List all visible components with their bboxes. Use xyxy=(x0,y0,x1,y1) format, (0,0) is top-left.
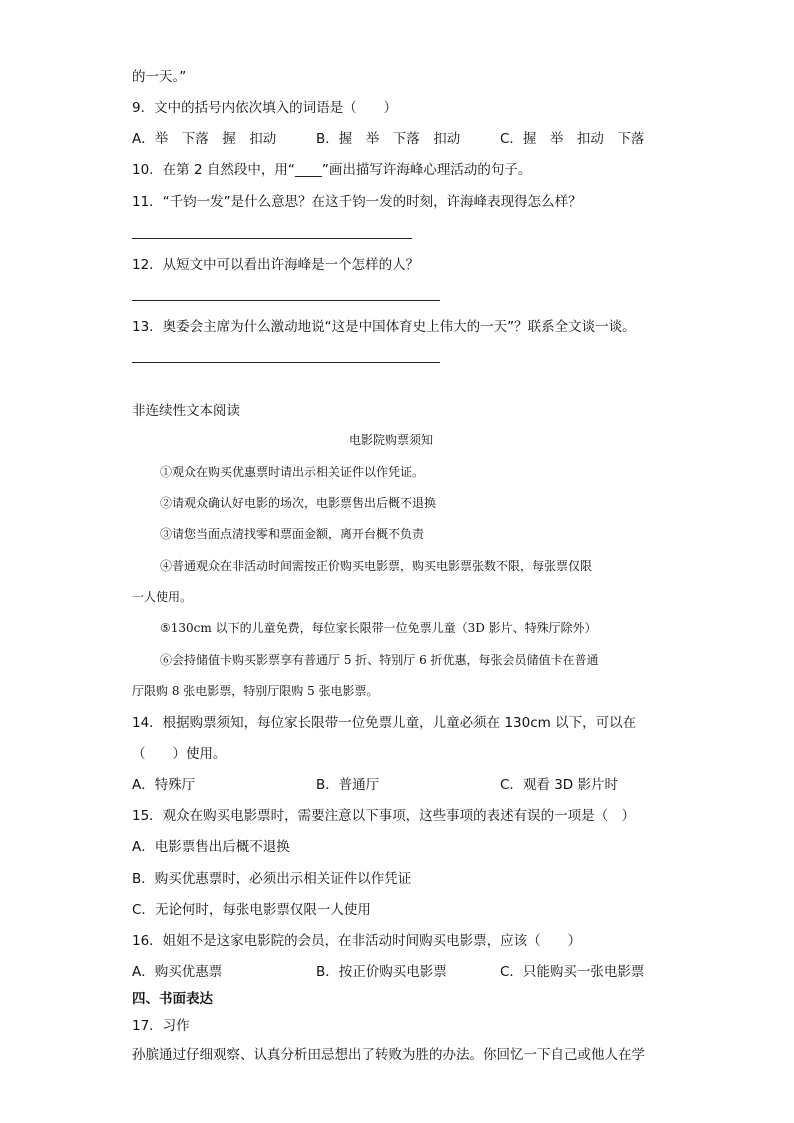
q14-option-c: C．观看 3D 影片时 xyxy=(500,777,618,793)
answer-line-q13 xyxy=(132,362,440,363)
section-noncontinuous-reading: 非连续性文本阅读 xyxy=(132,403,240,419)
q15-option-a: A．电影票售出后概不退换 xyxy=(132,839,290,855)
q15-option-b: B．购买优惠票时，必须出示相关证件以作凭证 xyxy=(132,871,412,887)
notice-item-1: ①观众在购买优惠票时请出示相关证件以作凭证。 xyxy=(160,465,425,479)
q9-option-a: A．举 下落 握 扣动 xyxy=(132,131,277,147)
q9-option-b: B．握 举 下落 扣动 xyxy=(316,131,461,147)
q16-option-c: C．只能购买一张电影票 xyxy=(500,964,645,980)
notice-item-4: ④普通观众在非活动时间需按正价购买电影票，购买电影票张数不限，每张票仅限 xyxy=(160,559,593,573)
notice-item-4-cont: 一人使用。 xyxy=(132,590,193,604)
q16-option-a: A．购买优惠票 xyxy=(132,964,223,980)
question-12: 12．从短文中可以看出许海峰是一个怎样的人？ xyxy=(132,257,420,273)
question-13: 13．奥委会主席为什么激动地说“这是中国体育史上伟大的一天”？联系全文谈一谈。 xyxy=(132,319,636,335)
section-4-heading: 四、书面表达 xyxy=(132,991,213,1007)
question-14: 14．根据购票须知，每位家长限带一位免票儿童，儿童必须在 130cm 以下，可以在 xyxy=(132,715,637,731)
question-9: 9．文中的括号内依次填入的词语是（ ） xyxy=(132,100,398,116)
question-15: 15．观众在购买电影票时，需要注意以下事项，这些事项的表述有误的一项是（ ） xyxy=(132,808,636,824)
notice-item-6-cont: 厅限购 8 张电影票，特别厅限购 5 张电影票。 xyxy=(132,684,379,698)
answer-line-q12 xyxy=(132,300,440,301)
q16-option-b: B．按正价购买电影票 xyxy=(316,964,447,980)
question-16: 16．姐姐不是这家电影院的会员，在非活动时间购买电影票，应该（ ） xyxy=(132,933,582,949)
q9-option-c: C．握 举 扣动 下落 xyxy=(500,131,645,147)
notice-item-6: ⑥会持储值卡购买影票享有普通厅 5 折、特别厅 6 折优惠，每张会员储值卡在普通 xyxy=(160,653,599,667)
question-11: 11．“千钧一发”是什么意思？在这千钧一发的时刻，许海峰表现得怎么样？ xyxy=(132,194,582,210)
question-10: 10．在第 2 自然段中，用“____”画出描写许海峰心理活动的句子。 xyxy=(132,162,532,178)
answer-line-q11 xyxy=(132,238,412,239)
notice-item-2: ②请观众确认好电影的场次，电影票售出后概不退换 xyxy=(160,496,437,510)
question-14-cont: （ ）使用。 xyxy=(132,746,227,762)
notice-item-5: ⑤130cm 以下的儿童免费，每位家长限带一位免票儿童（3D 影片、特殊厅除外） xyxy=(160,621,597,635)
notice-title: 电影院购票须知 xyxy=(349,433,434,447)
question-17: 17．习作 xyxy=(132,1018,190,1034)
passage-tail: 的一天。” xyxy=(132,69,187,85)
essay-prompt: 孙膑通过仔细观察、认真分析田忌想出了转败为胜的办法。你回忆一下自己或他人在学 xyxy=(132,1047,645,1063)
q14-option-b: B．普通厅 xyxy=(316,777,380,793)
notice-item-3: ③请您当面点清找零和票面金额，离开台概不负责 xyxy=(160,527,425,541)
q14-option-a: A．特殊厅 xyxy=(132,777,196,793)
q15-option-c: C．无论何时，每张电影票仅限一人使用 xyxy=(132,902,371,918)
